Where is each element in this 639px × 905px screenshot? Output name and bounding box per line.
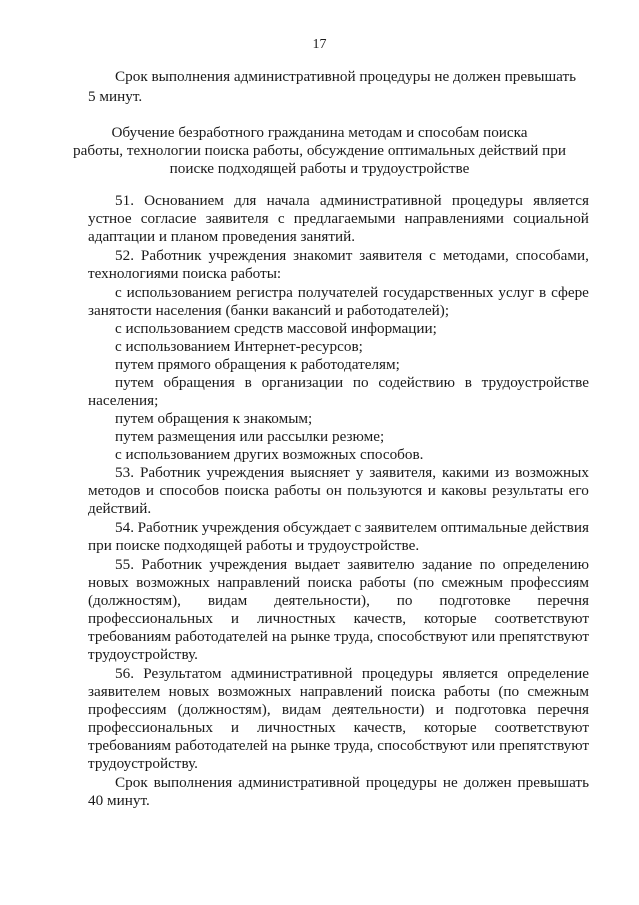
page-number: 17	[312, 37, 327, 52]
section-heading-line: работы, технологии поиска работы, обсуждение оптимальных действий при	[73, 142, 566, 159]
paragraph-line: действий.	[88, 500, 152, 517]
paragraph-line: профессиональных и личностных качеств, которые соответствуют	[88, 610, 589, 627]
time-limit-line: Срок выполнения административной процедуры не должен превышать	[115, 68, 577, 85]
paragraph-line: 40 минут.	[88, 792, 150, 809]
paragraph-line: занятости населения (банки вакансий и работодателей);	[88, 302, 450, 319]
section-heading-line: Обучение безработного гражданина методам и способам поиска	[111, 124, 528, 141]
paragraph-line: с использованием других возможных способов.	[115, 446, 424, 463]
paragraph-line: с использованием средств массовой информации;	[115, 320, 437, 337]
paragraph-line: путем обращения к знакомым;	[115, 410, 313, 427]
paragraph-line: 54. Работник учреждения обсуждает с заявителем оптимальные действия	[115, 519, 589, 536]
paragraph-line: технологиями поиска работы:	[88, 265, 282, 282]
paragraph-line: устное согласие заявителя с предлагаемыми направлениями социальной	[88, 210, 589, 227]
paragraph-line: 56. Результатом административной процедуры является определение	[115, 665, 589, 682]
paragraph-line: с использованием Интернет-ресурсов;	[115, 338, 363, 355]
time-limit-line: 5 минут.	[88, 88, 143, 105]
paragraph-line: профессиональных и личностных качеств, которые соответствуют	[88, 719, 589, 736]
paragraph-line: 51. Основанием для начала административной процедуры является	[115, 192, 589, 209]
paragraph-line: методов и способов поиска работы он пользуются и каковы результаты его	[88, 482, 589, 499]
paragraph-line: 52. Работник учреждения знакомит заявителя с методами, способами,	[115, 247, 589, 264]
paragraph-line: Срок выполнения административной процедуры не должен превышать	[115, 774, 589, 791]
paragraph-line: требованиям работодателей на рынке труда, способствуют или препятствуют	[88, 628, 589, 645]
paragraph-line: трудоустройству.	[88, 646, 198, 663]
paragraph-line: требованиям работодателей на рынке труда, способствуют или препятствуют	[88, 737, 589, 754]
paragraph-line: путем размещения или рассылки резюме;	[115, 428, 385, 445]
paragraph-line: путем прямого обращения к работодателям;	[115, 356, 400, 373]
paragraph-line: 53. Работник учреждения выясняет у заявителя, какими из возможных	[115, 464, 589, 481]
section-heading-line: поиске подходящей работы и трудоустройстве	[169, 160, 470, 177]
paragraph-line: населения;	[88, 392, 159, 409]
paragraph-line: путем обращения в организации по содействию в трудоустройстве	[115, 374, 589, 391]
paragraph-line: заявителем новых возможных направлений поиска работы (по смежным	[88, 683, 589, 700]
paragraph-line: профессиям (должностям), видам деятельности) и подготовка перечня	[88, 701, 589, 718]
paragraph-line: с использованием регистра получателей государственных услуг в сфере	[115, 284, 589, 301]
paragraph-line: при поиске подходящей работы и трудоустройстве.	[88, 537, 420, 554]
paragraph-line: (должностям), видам деятельности), по подготовке перечня	[88, 592, 589, 609]
paragraph-line: новых возможных направлений поиска работы (по смежным профессиям	[88, 574, 589, 591]
paragraph-line: трудоустройству.	[88, 755, 198, 772]
paragraph-line: 55. Работник учреждения выдает заявителю задание по определению	[115, 556, 589, 573]
paragraph-line: адаптации и планом проведения занятий.	[88, 228, 356, 245]
